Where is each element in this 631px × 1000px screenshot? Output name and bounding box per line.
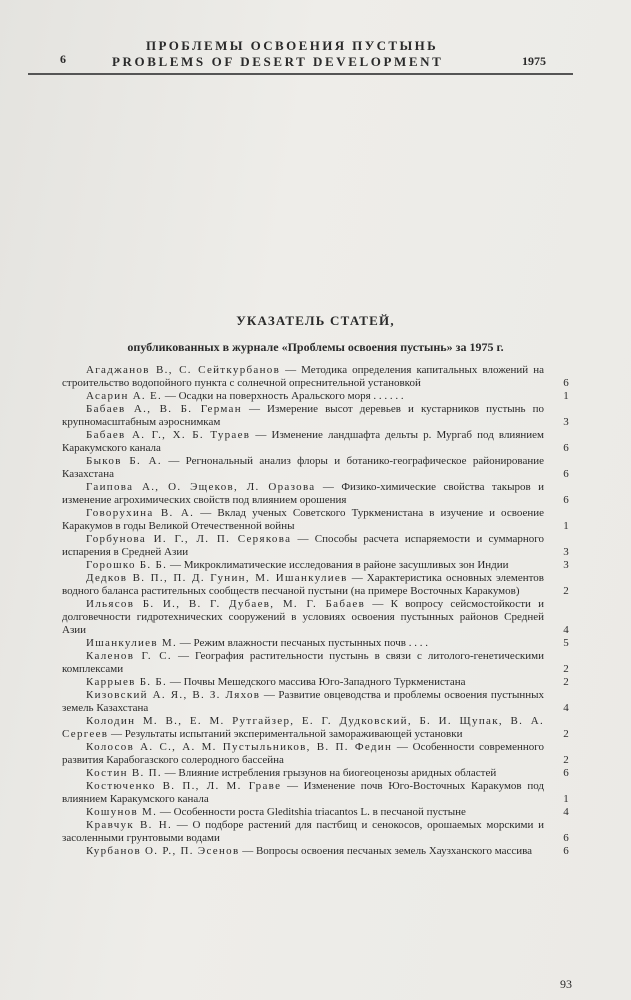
entry-authors: Кравчук В. Н. [86, 819, 173, 831]
list-item [62, 572, 574, 598]
entry-issue: 6 [563, 832, 569, 844]
entry-authors: Колодин М. В., Е. М. Рутгайзер, Е. Г. Дудковский, Б. И. Щупак, В. А. Сергеев [62, 715, 544, 740]
entry-authors: Ишанкулиев М. [86, 637, 178, 649]
header-rule [28, 73, 573, 75]
entry-issue: 3 [563, 416, 569, 428]
list-item [62, 637, 574, 650]
entry-issue: 1 [563, 520, 569, 532]
entry-title: — Изменение почв Юго-Восточных Каракумов под влиянием Каракумского канала [62, 780, 544, 805]
entry-authors: Горбунова И. Г., Л. П. Серякова [86, 533, 292, 545]
list-item [62, 780, 574, 806]
article-list [62, 364, 574, 858]
list-item [62, 559, 574, 572]
list-item [62, 390, 574, 403]
entry-issue: 2 [563, 676, 569, 688]
entry-authors: Костюченко В. П., Л. М. Граве [86, 780, 282, 792]
list-item [62, 689, 574, 715]
entry-issue: 1 [563, 390, 569, 402]
entry-authors: Бабаев А. Г., Х. Б. Тураев [86, 429, 251, 441]
entry-issue: 6 [563, 845, 569, 857]
entry-title: — География растительности пустынь в связи с литолого-генетическими комплексами [62, 650, 545, 675]
header-page-number: 6 [60, 52, 66, 66]
entry-title: — Регнональный анализ флоры и ботанико-географическое районирование Казахстана [62, 455, 544, 480]
list-item [62, 429, 574, 455]
entry-title: — Особенности роста Gleditshia triacantos L. в песчаной пустыне [159, 806, 466, 818]
entry-title: — Почвы Мешедского массива Юго-Западного Туркменистана [169, 676, 466, 688]
entry-title: — Развитие овцеводства и проблемы освоения пустынных земель Казахстана [62, 689, 545, 714]
index-title: УКАЗАТЕЛЬ СТАТЕЙ, [236, 313, 395, 328]
entry-issue: 2 [563, 754, 569, 766]
entry-authors: Ильясов Б. И., В. Г. Дубаев, М. Г. Бабаев [86, 598, 366, 610]
entry-title: — Вопросы освоения песчаных земель Хаузханского массива [242, 845, 533, 857]
entry-title: — Влияние истребления грызунов на биогеоценозы аридных областей [164, 767, 497, 779]
entry-issue: 1 [563, 793, 569, 805]
entry-title: — Режим влажности песчаных пустынных почв . . . . [179, 637, 428, 649]
entry-title: — Методика определения капитальных вложений на строительство водопойного пункта с солнечной опреснительной установкой [62, 364, 545, 389]
entry-title: — Физико-химические свойства такыров и изменение агрохимических свойств под влиянием орошения [62, 481, 544, 506]
entry-issue: 4 [563, 624, 569, 636]
entry-issue: 2 [563, 728, 569, 740]
list-item [62, 598, 574, 637]
entry-authors: Говорухина В. А. [86, 507, 195, 519]
entry-issue: 6 [563, 494, 569, 506]
list-item [62, 650, 574, 676]
entry-authors: Курбанов О. Р., П. Эсенов [86, 845, 240, 857]
footer-page-number: 93 [560, 977, 572, 991]
entry-issue: 4 [563, 702, 569, 714]
entry-title: — Результаты испытаний экспериментальной замораживающей установки [111, 728, 463, 740]
entry-authors: Асарин А. Е. [86, 390, 163, 402]
entry-issue: 5 [563, 637, 569, 649]
entry-title: — Особенности современного развития Карабогазского солеродного бассейна [62, 741, 544, 766]
entry-authors: Колосов А. С., А. М. Пустыльников, В. П. Федин [86, 741, 393, 753]
journal-title-ru: ПРОБЛЕМЫ ОСВОЕНИЯ ПУСТЫНЬ [146, 38, 439, 53]
entry-authors: Кошунов М. [86, 806, 158, 818]
list-item [62, 806, 574, 819]
list-item [62, 767, 574, 780]
list-item [62, 741, 574, 767]
entry-title: — Измерение высот деревьев и кустарников пустынь по крупномасштабным аэроснимкам [62, 403, 544, 428]
entry-title: — К вопросу сейсмостойкости и долговечности гидротехнических сооружений в условиях освоения пустынных районов Средней Азии [62, 598, 545, 636]
list-item [62, 481, 574, 507]
list-item [62, 676, 574, 689]
entry-authors: Кизовский А. Я., В. З. Ляхов [86, 689, 261, 701]
entry-title: — Вклад ученых Советского Туркменистана в изучение и освоение Каракумов в годы Великой Отечественной войны [62, 507, 545, 532]
entry-issue: 6 [563, 442, 569, 454]
list-item [62, 819, 574, 845]
entry-issue: 3 [563, 559, 569, 571]
entry-authors: Каленов Г. С. [86, 650, 172, 662]
entry-title: — Микроклиматические исследования в районе засушливых зон Индии [169, 559, 509, 571]
entry-authors: Быков Б. А. [86, 455, 162, 467]
journal-title-en: PROBLEMS OF DESERT DEVELOPMENT [112, 54, 444, 69]
entry-title: — Изменение ландшафта дельты р. Мургаб под влиянием Каракумского канала [62, 429, 544, 454]
list-item [62, 533, 574, 559]
entry-authors: Каррыев Б. Б. [86, 676, 168, 688]
list-item [62, 845, 574, 858]
list-item [62, 715, 574, 741]
header-year: 1975 [522, 54, 546, 68]
entry-title: — Характеристика основных элементов водного баланса растительных сообществ песчаной пустыни (на примере Восточных Каракумов) [62, 572, 544, 597]
index-subtitle: опубликованных в журнале «Проблемы освоения пустынь» за 1975 г. [127, 340, 504, 354]
list-item [62, 364, 574, 390]
entry-authors: Костин В. П. [86, 767, 162, 779]
entry-title: — Осадки на поверхность Аральского моря . . . . . . [164, 390, 404, 402]
entry-issue: 4 [563, 806, 569, 818]
list-item [62, 403, 574, 429]
entry-authors: Бабаев А., В. Б. Герман [86, 403, 242, 415]
entry-authors: Агаджанов В., С. Сейткурбанов [86, 364, 281, 376]
entry-issue: 2 [563, 663, 569, 675]
entry-authors: Гаипова А., О. Эщеков, Л. Оразова [86, 481, 316, 493]
entry-issue: 2 [563, 585, 569, 597]
entry-authors: Горошко Б. Б. [86, 559, 168, 571]
entry-issue: 3 [563, 546, 569, 558]
entry-authors: Дедков В. П., П. Д. Гунин, М. Ишанкулиев [86, 572, 348, 584]
entry-issue: 6 [563, 377, 569, 389]
entry-issue: 6 [563, 468, 569, 480]
entry-title: — О подборе растений для пастбищ и сенокосов, орошаемых морскими и засоленными грунтовыми водами [62, 819, 544, 844]
entry-issue: 6 [563, 767, 569, 779]
entry-title: — Способы расчета испаряемости и суммарного испарения в Средней Азии [62, 533, 544, 558]
list-item [62, 455, 574, 481]
list-item [62, 507, 574, 533]
